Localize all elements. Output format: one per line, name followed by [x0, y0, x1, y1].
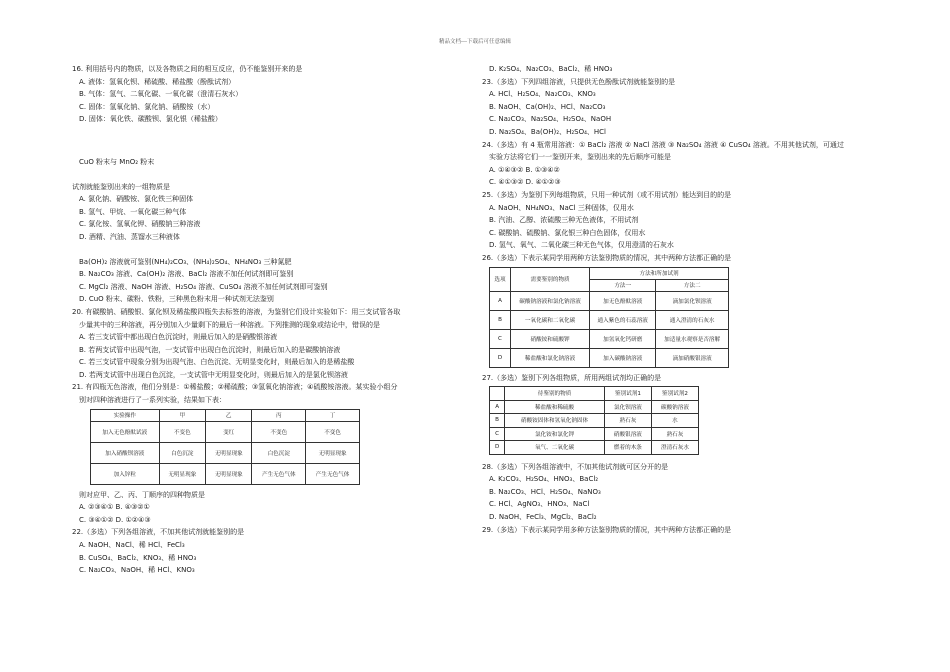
table-cell: 待鉴别的物质 — [505, 387, 605, 401]
table-cell: 加入碳酸钠溶液 — [590, 348, 656, 367]
option-20a: A. 若三支试管中都出现白色沉淀时，则最后加入的是硝酸银溶液 — [79, 333, 278, 342]
table-cell: B — [490, 310, 511, 329]
reagent-table-27 — [489, 386, 699, 455]
option-28a: A. K₂CO₃、H₂SO₄、HNO₃、BaCl₂ — [489, 475, 599, 484]
option-22b: B. CuSO₄、BaCl₂、KNO₃、稀 HNO₃ — [79, 553, 197, 562]
table-row — [91, 442, 360, 463]
question-20: 20. 有碳酸钠、硝酸银、氯化钡及稀盐酸四瓶失去标签的溶液，为鉴别它们设计实验如下：用三支试管各取 — [72, 307, 401, 316]
option-23c: C. Na₂CO₃、Na₂SO₄、H₂SO₄、NaOH — [489, 115, 612, 124]
table-row — [91, 409, 360, 421]
question-23: 23.（多选）下列四组溶液，只提供无色酚酞试剂就能鉴别的是 — [482, 77, 676, 86]
table-cell: 稀盐酸和稀硫酸 — [505, 400, 605, 414]
table-row — [490, 291, 729, 310]
question-22: 22.（多选）下列各组溶液，不加其他试剂就能鉴别的是 — [72, 528, 245, 537]
table-cell: C — [490, 427, 505, 441]
table-cell: 无明显现象 — [206, 442, 252, 463]
table-row — [490, 400, 699, 414]
table-cell: 水 — [651, 414, 698, 428]
fragment-c: C. MgCl₂ 溶液、NaOH 溶液、H₂SO₄ 溶液、CuSO₄ 溶液不加任何试剂即可鉴别 — [79, 282, 328, 291]
option-23b: B. NaOH、Ca(OH)₂、HCl、Na₂CO₃ — [489, 102, 606, 111]
option-28c: C. HCl、AgNO₃、HNO₃、NaCl — [489, 500, 590, 509]
question-29: 29.（多选）下表示某同学用多种方法鉴别物质的情况，其中两种方法都正确的是 — [482, 525, 732, 534]
option-20b: B. 若两支试管中出现气泡，一支试管中出现白色沉淀时，则最后加入的是碳酸钠溶液 — [79, 345, 341, 354]
table-cell: 加无色酚酞溶液 — [590, 291, 656, 310]
table-row — [490, 441, 699, 455]
table-cell: D — [490, 348, 511, 367]
question-27: 27.（多选）鉴别下列各组物质，所用两组试剂均正确的是 — [482, 373, 662, 382]
table-cell: 乙 — [206, 409, 252, 421]
table-cell: 滴加氯化钡溶液 — [656, 291, 729, 310]
option-22c: C. Na₂CO₃、NaOH、稀 HCl、KNO₃ — [79, 566, 195, 575]
option-23d: D. Na₂SO₄、Ba(OH)₂、H₂SO₄、HCl — [489, 127, 606, 136]
fragment-cuo: CuO 粉末与 MnO₂ 粉末 — [79, 157, 155, 166]
option-24cd: C. ④①③② D. ④①②③ — [489, 178, 561, 187]
table-row — [490, 387, 699, 401]
option-20d: D. 若两支试管中出现白色沉淀，一支试管中无明显变化时，则最后加入的是氯化钡溶液 — [79, 370, 348, 379]
table-cell — [490, 387, 505, 401]
option-21cd: C. ③④①② D. ①②④③ — [79, 515, 151, 524]
method-table-26 — [489, 267, 729, 368]
table-row — [490, 348, 729, 367]
option-24ab: A. ①④③② B. ①③④② — [489, 165, 560, 174]
table-cell: D — [490, 441, 505, 455]
question-24-cont: 实验方法将它们一一鉴别开来，鉴别出来的先后顺序可能是 — [489, 153, 671, 162]
table-cell: 需要鉴别的物质 — [511, 267, 590, 291]
table-cell: 一氧化碳和二氧化碳 — [511, 310, 590, 329]
table-cell: 通入澄清的石灰水 — [656, 310, 729, 329]
right-column — [482, 63, 887, 536]
table-cell: 碳酸钠溶液和氯化钠溶液 — [511, 291, 590, 310]
question-25: 25.（多选）为鉴别下列每组物质，只用一种试剂（或不用试剂）能达到目的的是 — [482, 190, 732, 199]
table-cell: 熟石灰 — [651, 427, 698, 441]
table-cell: 白色沉淀 — [252, 442, 306, 463]
option-nr-b: B. 氢气、甲烷、一氧化碳三种气体 — [79, 207, 187, 216]
table-row — [490, 267, 729, 279]
table-cell: 选项 — [490, 267, 511, 291]
table-cell: 鉴别试剂2 — [651, 387, 698, 401]
table-cell: 硝酸银溶液 — [604, 427, 651, 441]
table-cell: A — [490, 291, 511, 310]
table-cell: A — [490, 400, 505, 414]
table-cell: 丁 — [306, 409, 360, 421]
table-cell: 滴加硝酸银溶液 — [656, 348, 729, 367]
table-row — [91, 463, 360, 484]
table-cell: 加入锌粒 — [91, 463, 160, 484]
table-cell: 不变色 — [252, 421, 306, 442]
table-cell: 白色沉淀 — [159, 442, 205, 463]
fragment-d: D. CuO 粉末、碳粉、铁粉，三种黑色粉末用一种试剂无法鉴别 — [79, 295, 274, 304]
table-cell: 无明显现象 — [159, 463, 205, 484]
option-16c: C. 固体：氢氧化钠、氯化钠、硝酸铵（水） — [79, 102, 215, 111]
table-cell: 燃着的木条 — [604, 441, 651, 455]
table-cell: 不变色 — [159, 421, 205, 442]
table-cell: 通入紫色的石蕊溶液 — [590, 310, 656, 329]
table-cell: 无明显现象 — [206, 463, 252, 484]
table-cell: 产生无色气体 — [252, 463, 306, 484]
option-22a: A. NaOH、NaCl、稀 HCl、FeCl₃ — [79, 541, 185, 550]
question-26: 26.（多选）下表示某同学用两种方法鉴别物质的情况，其中两种方法都正确的是 — [482, 253, 732, 262]
table-cell: 澄清石灰水 — [651, 441, 698, 455]
option-nr-d: D. 酒精、汽油、蒸馏水三种液体 — [79, 232, 180, 241]
option-16b: B. 气体：氢气、二氧化碳、一氧化碳（澄清石灰水） — [79, 90, 243, 99]
table-cell: 无明显现象 — [306, 442, 360, 463]
question-20-cont: 少量其中的三种溶液，再分别加入少量剩下的最后一种溶液。下列推测的现象或结论中，错误的是 — [79, 320, 380, 329]
question-24: 24.（多选）有 4 瓶常用溶液：① BaCl₂ 溶液 ② NaCl 溶液 ③ Na₂SO₄ 溶液 ④ CuSO₄ 溶液。不用其他试剂，可通过 — [482, 140, 844, 149]
table-cell: 碳酸钠溶液 — [651, 400, 698, 414]
table-cell: 产生无色气体 — [306, 463, 360, 484]
experiment-table — [90, 409, 360, 485]
option-22d: D. K₂SO₄、Na₂CO₃、BaCl₂、稀 HNO₃ — [489, 65, 613, 73]
table-cell: 加入硝酸钡溶液 — [91, 442, 160, 463]
option-16d: D. 固体：氧化铁、碳酸钡、氯化银（稀盐酸） — [79, 115, 222, 124]
question-21: 21. 有四瓶无色溶液，他们分别是：①稀盐酸；②稀硫酸；③氢氧化钠溶液；④硫酸铵溶液。某实验小组分 — [72, 383, 398, 392]
table-cell: 硝酸铵和硫酸钾 — [511, 329, 590, 348]
table-cell: 变红 — [206, 421, 252, 442]
table-cell: 方法和所加试剂 — [590, 267, 729, 279]
option-25b: B. 汽油、乙醇、浓硫酸三种无色液体，不用试剂 — [489, 216, 639, 225]
table-cell: 加适量水观察是否溶解 — [656, 329, 729, 348]
table-cell: 丙 — [252, 409, 306, 421]
question-no-reagent: 试剂就能鉴别出来的一组物质是 — [72, 182, 170, 191]
table-cell: B — [490, 414, 505, 428]
table-cell: 方法二 — [656, 279, 729, 291]
option-25c: C. 碳酸钠、硫酸钠、氯化银三种白色固体，仅用水 — [489, 228, 646, 237]
table-row — [490, 310, 729, 329]
question-16: 16. 利用括号内的物质，以及各物质之间的相互反应，仍不能鉴别开来的是 — [72, 65, 303, 73]
table-row — [490, 329, 729, 348]
table-row — [91, 421, 360, 442]
table-cell: 氧气、二氧化碳 — [505, 441, 605, 455]
table-cell: 甲 — [159, 409, 205, 421]
table-cell: 方法一 — [590, 279, 656, 291]
option-25d: D. 氢气、氧气、二氧化碳三种无色气体，仅用澄清的石灰水 — [489, 241, 674, 250]
option-28d: D. NaOH、FeCl₃、MgCl₂、BaCl₂ — [489, 512, 597, 521]
table-cell: 氯化钡溶液 — [604, 400, 651, 414]
table-cell: 氯化铵和氯化钾 — [505, 427, 605, 441]
fragment-b: B. Na₂CO₃ 溶液、Ca(OH)₂ 溶液、BaCl₂ 溶液不加任何试剂即可鉴别 — [79, 270, 294, 279]
question-21-ask: 则对应甲、乙、丙、丁顺序的四种物质是 — [79, 490, 205, 499]
table-cell: 硝酸铵固体和氢氧化钠固体 — [505, 414, 605, 428]
table-row — [490, 427, 699, 441]
option-20c: C. 若三支试管中现象分别为出现气泡、白色沉淀、无明显变化时，则最后加入的是稀盐酸 — [79, 358, 355, 367]
question-28: 28.（多选）下列各组溶液中，不加其他试剂就可区分开的是 — [482, 462, 669, 471]
table-cell: 稀盐酸和氯化钠溶液 — [511, 348, 590, 367]
page-header: 精品文档---下载后可任意编辑 — [439, 39, 511, 45]
option-16a: A. 液体：氢氧化钡、稀硫酸、稀盐酸（酚酞试剂） — [79, 77, 236, 86]
option-28b: B. Na₂CO₃、HCl、H₂SO₄、NaNO₃ — [489, 487, 601, 496]
option-25a: A. NaOH、NH₄NO₃、NaCl 三种固体，仅用水 — [489, 203, 634, 212]
table-cell: 加氢氧化钙研磨 — [590, 329, 656, 348]
question-21-cont: 别对四种溶液进行了一系列实验，结果如下表： — [79, 396, 226, 405]
fragment-baoh2: Ba(OH)₂ 溶液就可鉴别(NH₄)₂CO₃、(NH₄)₂SO₄、NH₄NO₃ 三种氮肥 — [79, 257, 292, 266]
table-cell: 不变色 — [306, 421, 360, 442]
table-cell: C — [490, 329, 511, 348]
table-cell: 加入无色酚酞试液 — [91, 421, 160, 442]
table-cell: 熟石灰 — [604, 414, 651, 428]
left-column — [72, 63, 472, 577]
option-nr-a: A. 氯化钠、硝酸铵、氯化铁三种固体 — [79, 195, 194, 204]
option-nr-c: C. 氯化铵、氢氧化钾、硝酸钠三种溶液 — [79, 220, 201, 229]
table-cell: 鉴别试剂1 — [604, 387, 651, 401]
option-23a: A. HCl、H₂SO₄、Na₂CO₃、KNO₃ — [489, 90, 596, 99]
table-cell: 实验操作 — [91, 409, 160, 421]
table-row — [490, 414, 699, 428]
option-21ab: A. ②③④① B. ④③②① — [79, 503, 150, 512]
